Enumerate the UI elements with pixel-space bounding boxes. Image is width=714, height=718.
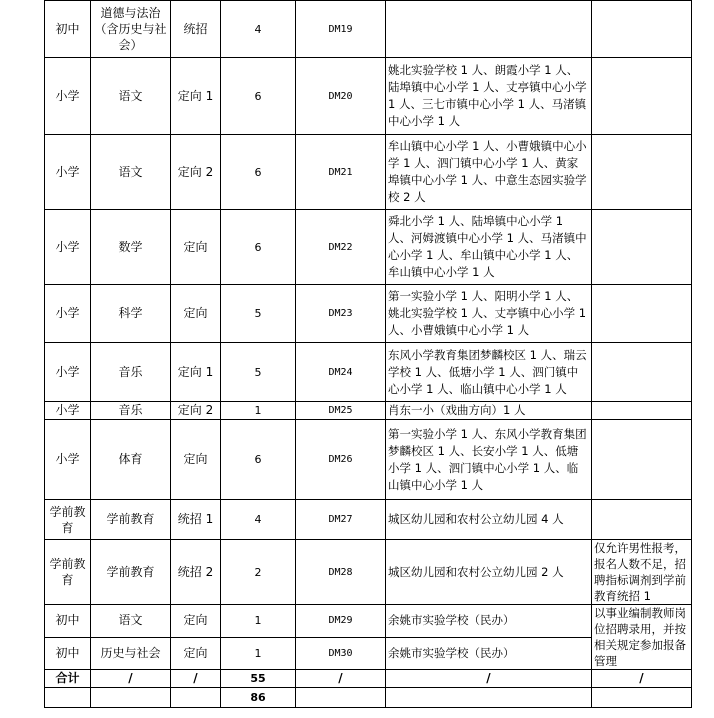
schools-cell: 余姚市实验学校（民办）: [386, 637, 592, 670]
count-cell: 4: [221, 500, 296, 540]
subject-cell: 语文: [91, 58, 171, 135]
code-cell: DM27: [296, 500, 386, 540]
count-cell: 4: [221, 1, 296, 58]
total-slash: /: [91, 670, 171, 688]
empty-cell: [45, 688, 91, 708]
subject-cell: 音乐: [91, 343, 171, 402]
method-cell: 定向 2: [171, 402, 221, 420]
total-label: 合计: [45, 670, 91, 688]
note-cell: [592, 1, 692, 58]
method-cell: 定向: [171, 285, 221, 343]
subject-cell: 语文: [91, 135, 171, 210]
level-cell: 小学: [45, 135, 91, 210]
schools-cell: 第一实验小学 1 人、阳明小学 1 人、姚北实验学校 1 人、丈亭镇中心小学 1 人、小曹娥镇中心小学 1 人: [386, 285, 592, 343]
method-cell: 统招 2: [171, 540, 221, 605]
grand-total-count: 86: [221, 688, 296, 708]
code-cell: DM21: [296, 135, 386, 210]
level-cell: 初中: [45, 605, 91, 638]
subject-cell: 道德与法治（含历史与社会）: [91, 1, 171, 58]
code-cell: DM24: [296, 343, 386, 402]
schools-cell: 舜北小学 1 人、陆埠镇中心小学 1 人、河姆渡镇中心小学 1 人、马渚镇中心小学 1 人、牟山镇中心小学 1 人、牟山镇中心小学 1 人: [386, 210, 592, 285]
code-cell: DM20: [296, 58, 386, 135]
table-row: [45, 135, 692, 210]
total-slash: /: [386, 670, 592, 688]
table-row: [45, 1, 692, 58]
note-cell: [592, 420, 692, 500]
level-cell: 小学: [45, 210, 91, 285]
note-cell: [592, 285, 692, 343]
note-cell: [592, 500, 692, 540]
table-row: [45, 540, 692, 605]
subject-cell: 体育: [91, 420, 171, 500]
table-row: [45, 285, 692, 343]
schools-cell: 牟山镇中心小学 1 人、小曹娥镇中心小学 1 人、泗门镇中心小学 1 人、黄家埠镇中心小学 1 人、中意生态园实验学校 2 人: [386, 135, 592, 210]
method-cell: 统招: [171, 1, 221, 58]
subject-cell: 科学: [91, 285, 171, 343]
empty-cell: [386, 688, 592, 708]
note-cell: 仅允许男性报考，报名人数不足，招聘指标调剂到学前教育统招 1: [592, 540, 692, 605]
empty-cell: [171, 688, 221, 708]
schools-cell: 城区幼儿园和农村公立幼儿园 4 人: [386, 500, 592, 540]
method-cell: 定向 2: [171, 135, 221, 210]
count-cell: 5: [221, 343, 296, 402]
total-row: [45, 670, 692, 688]
note-cell: [592, 135, 692, 210]
method-cell: 定向: [171, 420, 221, 500]
count-cell: 6: [221, 135, 296, 210]
code-cell: DM29: [296, 605, 386, 638]
empty-cell: [91, 688, 171, 708]
schools-cell: 姚北实验学校 1 人、朗霞小学 1 人、陆埠镇中心小学 1 人、丈亭镇中心小学 1 人、三七市镇中心小学 1 人、马渚镇中心小学 1 人: [386, 58, 592, 135]
count-cell: 6: [221, 420, 296, 500]
level-cell: 初中: [45, 1, 91, 58]
level-cell: 小学: [45, 343, 91, 402]
note-cell: 以事业编制教师岗位招聘录用，并按相关规定参加报备管理: [592, 605, 692, 670]
note-cell: [592, 343, 692, 402]
method-cell: 统招 1: [171, 500, 221, 540]
table-row: [45, 402, 692, 420]
method-cell: 定向: [171, 605, 221, 638]
method-cell: 定向 1: [171, 343, 221, 402]
empty-cell: [592, 688, 692, 708]
schools-cell: 东风小学教育集团梦麟校区 1 人、瑞云学校 1 人、低塘小学 1 人、泗门镇中心小学 1 人、临山镇中心小学 1 人: [386, 343, 592, 402]
level-cell: 小学: [45, 402, 91, 420]
count-cell: 1: [221, 637, 296, 670]
total-count: 55: [221, 670, 296, 688]
level-cell: 学前教育: [45, 500, 91, 540]
method-cell: 定向: [171, 210, 221, 285]
code-cell: DM26: [296, 420, 386, 500]
note-cell: [592, 402, 692, 420]
table-row: [45, 210, 692, 285]
note-cell: [592, 210, 692, 285]
subject-cell: 数学: [91, 210, 171, 285]
code-cell: DM23: [296, 285, 386, 343]
schools-cell: 第一实验小学 1 人、东风小学教育集团梦麟校区 1 人、长安小学 1 人、低塘小学 1 人、泗门镇中心小学 1 人、临山镇中心小学 1 人: [386, 420, 592, 500]
table-row: [45, 500, 692, 540]
schools-cell: 城区幼儿园和农村公立幼儿园 2 人: [386, 540, 592, 605]
table-row: [45, 343, 692, 402]
code-cell: DM28: [296, 540, 386, 605]
code-cell: DM30: [296, 637, 386, 670]
count-cell: 1: [221, 402, 296, 420]
schools-cell: 肖东一小（戏曲方向）1 人: [386, 402, 592, 420]
code-cell: DM22: [296, 210, 386, 285]
level-cell: 小学: [45, 420, 91, 500]
code-cell: DM25: [296, 402, 386, 420]
schools-cell: [386, 1, 592, 58]
total-slash: /: [171, 670, 221, 688]
total-slash: /: [592, 670, 692, 688]
empty-cell: [296, 688, 386, 708]
level-cell: 初中: [45, 637, 91, 670]
total-slash: /: [296, 670, 386, 688]
subject-cell: 学前教育: [91, 540, 171, 605]
subject-cell: 历史与社会: [91, 637, 171, 670]
level-cell: 小学: [45, 58, 91, 135]
table-row: [45, 605, 692, 638]
level-cell: 小学: [45, 285, 91, 343]
level-cell: 学前教育: [45, 540, 91, 605]
count-cell: 6: [221, 58, 296, 135]
table-row: [45, 58, 692, 135]
method-cell: 定向: [171, 637, 221, 670]
count-cell: 5: [221, 285, 296, 343]
subject-cell: 音乐: [91, 402, 171, 420]
schools-cell: 余姚市实验学校（民办）: [386, 605, 592, 638]
code-cell: DM19: [296, 1, 386, 58]
recruitment-table: [44, 0, 692, 708]
note-cell: [592, 58, 692, 135]
count-cell: 6: [221, 210, 296, 285]
table-row: [45, 420, 692, 500]
method-cell: 定向 1: [171, 58, 221, 135]
count-cell: 2: [221, 540, 296, 605]
grand-total-row: [45, 688, 692, 708]
subject-cell: 学前教育: [91, 500, 171, 540]
subject-cell: 语文: [91, 605, 171, 638]
count-cell: 1: [221, 605, 296, 638]
